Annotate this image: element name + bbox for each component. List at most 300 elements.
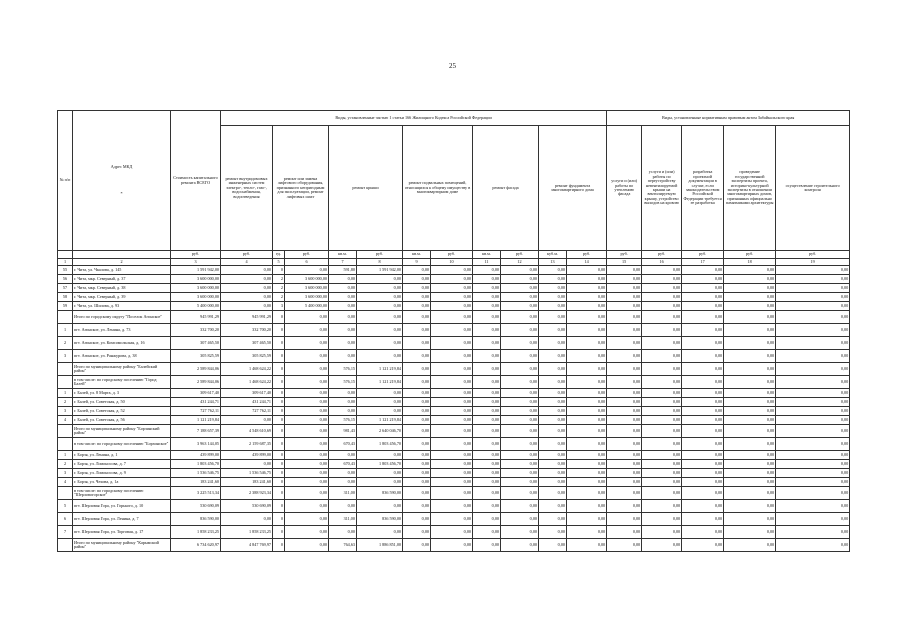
row-number (58, 376, 73, 389)
table-row (58, 389, 850, 398)
row-value: 0,00 (567, 478, 607, 487)
row-value: 0,00 (329, 451, 357, 460)
row-value: 1 858 233,25 (221, 526, 273, 539)
row-value: 0,00 (567, 539, 607, 552)
row-value: 0,00 (431, 460, 473, 469)
row-value: 0 (273, 416, 285, 425)
row-value: 1 536 546,75 (221, 469, 273, 478)
row-value: 0,00 (539, 539, 567, 552)
table-row (58, 539, 850, 552)
row-address: Итого по муниципальному району "Карымский район" (73, 539, 171, 552)
row-value: 0,00 (431, 293, 473, 302)
row-value: 0,00 (776, 337, 850, 350)
row-address: пгт. Агинское, ул. Ленина, д. 73 (73, 324, 171, 337)
row-value: 2 388 923,34 (221, 487, 273, 500)
column-number-cell: 17 (682, 259, 724, 266)
row-value: 3 600 000,00 (285, 284, 329, 293)
row-value: 764,63 (329, 539, 357, 552)
row-value: 576,15 (329, 416, 357, 425)
row-address: г. Балей, ул. 8 Марта, д. 3 (73, 389, 171, 398)
row-value: 0 (273, 311, 285, 324)
row-value: 0,00 (403, 275, 431, 284)
row-value: 0,00 (567, 302, 607, 311)
row-value: 3 225 513,34 (171, 487, 221, 500)
row-value: 0,00 (724, 293, 776, 302)
unit-cell: ед. (273, 251, 285, 259)
row-value: 836 590,00 (357, 487, 403, 500)
row-value: 0,00 (431, 266, 473, 275)
row-value: 0,00 (776, 389, 850, 398)
row-value: 0,00 (607, 376, 642, 389)
row-value: 0,00 (329, 500, 357, 513)
row-value: 0,00 (473, 513, 501, 526)
row-value: 0,00 (642, 526, 682, 539)
row-value: 0,00 (607, 416, 642, 425)
row-address: г. Балей, ул. Советская, д. 56 (73, 416, 171, 425)
row-value: 0,00 (607, 478, 642, 487)
row-value: 0,00 (539, 478, 567, 487)
row-value: 0,00 (567, 284, 607, 293)
row-value: 0,00 (607, 284, 642, 293)
row-value: 0,00 (682, 451, 724, 460)
row-value: 836 590,00 (357, 513, 403, 526)
row-value: 0,00 (473, 487, 501, 500)
row-value: 0,00 (607, 513, 642, 526)
row-value: 0,00 (539, 337, 567, 350)
row-value: 0,00 (501, 438, 539, 451)
row-value: 0,00 (724, 500, 776, 513)
row-value: 0,00 (682, 275, 724, 284)
row-value: 0,00 (567, 324, 607, 337)
row-value: 0,00 (642, 469, 682, 478)
row-number: 1 (58, 451, 73, 460)
row-value: 0,00 (285, 376, 329, 389)
table-row (58, 407, 850, 416)
row-value: 0,00 (539, 350, 567, 363)
row-value: 0,00 (285, 266, 329, 275)
row-value: 0,00 (539, 293, 567, 302)
row-value: 0,00 (501, 293, 539, 302)
row-value: 0,00 (642, 451, 682, 460)
unit-cell: руб. (221, 251, 273, 259)
row-number (58, 539, 73, 552)
row-value: 0,00 (501, 376, 539, 389)
row-value: 0,00 (221, 266, 273, 275)
row-value: 0,00 (329, 284, 357, 293)
row-number: 6 (58, 513, 73, 526)
row-value: 945 991,29 (171, 311, 221, 324)
column-number-cell: 3 (171, 259, 221, 266)
row-value: 0,00 (403, 324, 431, 337)
row-value: 0,00 (607, 324, 642, 337)
row-value: 0,00 (567, 389, 607, 398)
row-value: 0,00 (357, 324, 403, 337)
row-value: 0,00 (403, 526, 431, 539)
row-value: 0,00 (642, 398, 682, 407)
row-value: 1 803 456,70 (357, 460, 403, 469)
row-value: 0,00 (473, 451, 501, 460)
row-address: г. Чита, ул. Шилова, д. 93 (73, 302, 171, 311)
table-row (58, 302, 850, 311)
row-value: 0,00 (501, 478, 539, 487)
row-value: 0,00 (682, 487, 724, 500)
row-number (58, 438, 73, 451)
units-row (58, 251, 850, 259)
row-number: 59 (58, 302, 73, 311)
row-value: 0,00 (776, 398, 850, 407)
table-row (58, 460, 850, 469)
row-value: 0,00 (403, 350, 431, 363)
row-value: 0,00 (285, 513, 329, 526)
row-address: пгт. Шерловая Гора, ул. Горького, д. 10 (73, 500, 171, 513)
row-address: пгт. Шерловая Гора, ул. Торговая, д. 17 (73, 526, 171, 539)
row-value: 0,00 (724, 416, 776, 425)
row-value: 0,00 (403, 487, 431, 500)
row-value: 0,00 (329, 324, 357, 337)
row-value: 0,00 (403, 513, 431, 526)
row-value: 0,00 (285, 500, 329, 513)
row-value: 576,15 (329, 376, 357, 389)
row-address: г. Борзя, ул. Ленина, д. 1 (73, 451, 171, 460)
row-value: 0 (273, 451, 285, 460)
header-insulation: услуги и (или) работы по утеплению фасада (607, 126, 642, 251)
row-value: 0,00 (501, 469, 539, 478)
row-value: 1 858 233,25 (171, 526, 221, 539)
row-value: 0 (273, 398, 285, 407)
row-value: 0,00 (642, 363, 682, 376)
row-value: 0,00 (682, 416, 724, 425)
header-design: разработка проектной документации в случае, если законодательством Российской Федерации требуется ее разработка (682, 126, 724, 251)
row-value: 0,00 (501, 407, 539, 416)
row-address: г. Борзя, ул. Ломоносова, д. 9 (73, 469, 171, 478)
table-row (58, 526, 850, 539)
row-value: 0,00 (682, 363, 724, 376)
row-value: 0,00 (501, 284, 539, 293)
table-row (58, 438, 850, 451)
row-value: 1 121 219,84 (357, 416, 403, 425)
row-value: 0,00 (567, 337, 607, 350)
row-value: 0 (273, 363, 285, 376)
row-value: 0,00 (776, 438, 850, 451)
row-value: 0,00 (776, 478, 850, 487)
column-number-cell: 6 (285, 259, 329, 266)
row-value: 0,00 (724, 311, 776, 324)
row-value: 0,00 (567, 469, 607, 478)
row-value: 305 825,59 (221, 350, 273, 363)
row-value: 0,00 (776, 284, 850, 293)
row-value: 0,00 (724, 284, 776, 293)
row-value: 0,00 (357, 311, 403, 324)
row-value: 0,00 (642, 337, 682, 350)
row-value: 0,00 (682, 407, 724, 416)
row-value: 0,00 (776, 425, 850, 438)
row-value: 0,00 (501, 416, 539, 425)
row-value: 0,00 (724, 350, 776, 363)
row-value: 0,00 (642, 350, 682, 363)
row-value: 0 (273, 266, 285, 275)
row-address: в том числе: по городскому поселению "Шерловогорское" (73, 487, 171, 500)
column-number-cell: 2 (73, 259, 171, 266)
row-value: 0,00 (567, 451, 607, 460)
row-number: 2 (58, 460, 73, 469)
row-value: 0,00 (776, 324, 850, 337)
row-value: 0,00 (682, 398, 724, 407)
row-value: 0,00 (539, 324, 567, 337)
row-value: 0 (273, 337, 285, 350)
row-value: 0,00 (285, 487, 329, 500)
row-value: 0,00 (431, 539, 473, 552)
row-value: 0,00 (473, 350, 501, 363)
row-value: 0,00 (473, 526, 501, 539)
row-value: 0,00 (682, 513, 724, 526)
row-value: 0,00 (403, 438, 431, 451)
row-value: 0 (273, 469, 285, 478)
row-number: 1 (58, 324, 73, 337)
row-value: 0,00 (682, 337, 724, 350)
row-value: 0,00 (501, 275, 539, 284)
row-value: 0,00 (607, 266, 642, 275)
row-value: 0,00 (682, 425, 724, 438)
row-value: 0,00 (403, 407, 431, 416)
row-value: 0,00 (431, 311, 473, 324)
row-value: 0,00 (403, 539, 431, 552)
row-value: 670,43 (329, 438, 357, 451)
row-value: 0,00 (431, 275, 473, 284)
row-value: 0,00 (539, 266, 567, 275)
row-value: 0,00 (642, 425, 682, 438)
row-value: 2 (273, 275, 285, 284)
row-number: 56 (58, 275, 73, 284)
row-address: г. Чита, мкр. Северный, д. 37 (73, 275, 171, 284)
row-value: 0,00 (776, 275, 850, 284)
row-value: 0,00 (642, 311, 682, 324)
row-value: 0,00 (285, 425, 329, 438)
row-value: 0,00 (403, 500, 431, 513)
row-value: 0,00 (607, 487, 642, 500)
row-address: г. Чита, ул. Чкалова, д. 145 (73, 266, 171, 275)
row-value: 0,00 (567, 398, 607, 407)
row-value: 1 468 624,22 (221, 363, 273, 376)
row-value: 0,00 (431, 469, 473, 478)
row-number: 7 (58, 526, 73, 539)
row-value: 0,00 (724, 513, 776, 526)
row-value: 0,00 (357, 500, 403, 513)
column-number-cell: 1 (58, 259, 73, 266)
row-value: 3 600 000,00 (285, 275, 329, 284)
capital-repair-register-table (57, 110, 850, 552)
row-value: 332 700,20 (221, 324, 273, 337)
column-number-cell: 11 (473, 259, 501, 266)
row-value: 0,00 (473, 469, 501, 478)
row-value: 0,00 (473, 337, 501, 350)
column-number-cell: 8 (357, 259, 403, 266)
column-number-cell: 18 (724, 259, 776, 266)
row-address: пгт. Шерловая Гора, ул. Ленина, д. 7 (73, 513, 171, 526)
row-value: 0,00 (431, 478, 473, 487)
row-value: 0,00 (357, 451, 403, 460)
row-value: 0,00 (539, 416, 567, 425)
column-number-cell: 5 (273, 259, 285, 266)
row-value: 0,00 (221, 513, 273, 526)
row-address: пгт. Агинское, ул. Ранжурова, д. 38 (73, 350, 171, 363)
row-value: 0,00 (403, 284, 431, 293)
row-value: 0,00 (501, 425, 539, 438)
row-value: 0,00 (724, 398, 776, 407)
row-value: 0,00 (607, 438, 642, 451)
row-value: 0,00 (682, 500, 724, 513)
row-value: 0,00 (539, 526, 567, 539)
header-basement: ремонт подвальных помещений, относящихся к общему имуществу в многоквартирном доме (403, 126, 473, 251)
unit-cell: руб. (501, 251, 539, 259)
row-value: 0 (273, 487, 285, 500)
row-value: 0,00 (431, 438, 473, 451)
page-number: 25 (449, 62, 456, 70)
row-value: 0,00 (682, 539, 724, 552)
row-value: 0,00 (357, 398, 403, 407)
row-value: 0,00 (642, 416, 682, 425)
header-foundation: ремонт фундамента многоквартирного дома (539, 126, 607, 251)
row-value: 0,00 (776, 526, 850, 539)
row-value: 309 617,40 (171, 389, 221, 398)
header-address (73, 111, 171, 251)
row-address: г. Борзя, ул. Ломоносова, д. 7 (73, 460, 171, 469)
row-value: 0,00 (567, 311, 607, 324)
row-value: 0,00 (539, 500, 567, 513)
row-value: 0,00 (501, 451, 539, 460)
row-value: 0,00 (329, 407, 357, 416)
header-group-regional: Виды, установленные нормативным правовым актом Забайкальского края (607, 111, 850, 126)
row-value: 0,00 (501, 460, 539, 469)
row-value: 0,00 (431, 416, 473, 425)
row-value: 0,00 (539, 487, 567, 500)
row-value: 0,00 (357, 407, 403, 416)
row-value: 0,00 (473, 311, 501, 324)
table-row (58, 376, 850, 389)
row-value: 0,00 (403, 311, 431, 324)
row-value: 0,00 (285, 460, 329, 469)
row-value: 2 589 844,06 (171, 363, 221, 376)
column-number-cell: 7 (329, 259, 357, 266)
row-value: 0 (273, 513, 285, 526)
row-value: 0,00 (357, 350, 403, 363)
row-value: 0,00 (473, 478, 501, 487)
row-address: г. Балей, ул. Советская, д. 52 (73, 407, 171, 416)
row-value: 727 762,11 (221, 407, 273, 416)
row-value: 0,00 (221, 460, 273, 469)
row-value: 0,00 (642, 389, 682, 398)
row-value: 0,00 (724, 363, 776, 376)
row-value: 945 991,29 (221, 311, 273, 324)
row-value: 0,00 (607, 500, 642, 513)
row-number: 4 (58, 478, 73, 487)
row-value: 0,00 (357, 293, 403, 302)
row-value: 530 690,09 (221, 500, 273, 513)
row-value: 4 548 610,69 (221, 425, 273, 438)
row-value: 0,00 (473, 324, 501, 337)
row-value: 1 803 456,70 (357, 438, 403, 451)
row-value: 0,00 (776, 500, 850, 513)
row-value: 0,00 (357, 469, 403, 478)
row-value: 0,00 (285, 389, 329, 398)
table-row (58, 324, 850, 337)
row-value: 0,00 (357, 389, 403, 398)
row-value: 0,00 (501, 389, 539, 398)
row-value: 0,00 (776, 451, 850, 460)
row-value: 0,00 (329, 293, 357, 302)
unit-cell: руб. (724, 251, 776, 259)
row-value: 0,00 (431, 350, 473, 363)
row-value: 0,00 (724, 407, 776, 416)
row-value: 0,00 (329, 526, 357, 539)
row-value: 0,00 (285, 337, 329, 350)
row-value: 0,00 (567, 526, 607, 539)
row-value: 0,00 (539, 438, 567, 451)
header-num: № п/п (58, 111, 73, 251)
row-value: 2 589 844,06 (171, 376, 221, 389)
row-value: 0,00 (403, 398, 431, 407)
row-value: 0,00 (724, 539, 776, 552)
row-value: 0,00 (501, 500, 539, 513)
row-value: 0,00 (642, 284, 682, 293)
unit-cell: руб. (285, 251, 329, 259)
column-number-cell: 12 (501, 259, 539, 266)
row-value: 0,00 (682, 376, 724, 389)
row-value: 1 468 624,22 (221, 376, 273, 389)
row-value: 0,00 (724, 526, 776, 539)
table-row (58, 284, 850, 293)
row-value: 0,00 (682, 350, 724, 363)
row-value: 0,00 (285, 539, 329, 552)
row-value: 836 590,00 (171, 513, 221, 526)
row-value: 0,00 (329, 350, 357, 363)
row-value: 0,00 (567, 438, 607, 451)
row-value: 6 734 620,97 (171, 539, 221, 552)
row-value: 0,00 (607, 275, 642, 284)
row-value: 0,00 (473, 539, 501, 552)
row-value: 0,00 (539, 407, 567, 416)
header-control: осуществление строительного контроля (776, 126, 850, 251)
row-value: 1 591 942,00 (357, 266, 403, 275)
row-value: 0,00 (567, 487, 607, 500)
row-value: 0,00 (285, 526, 329, 539)
row-value: 0,00 (431, 407, 473, 416)
row-value: 0,00 (473, 398, 501, 407)
table-row (58, 266, 850, 275)
row-value: 0,00 (776, 293, 850, 302)
row-value: 0 (273, 460, 285, 469)
row-value: 0,00 (221, 275, 273, 284)
row-value: 0,00 (329, 398, 357, 407)
row-value: 0,00 (776, 302, 850, 311)
row-value: 0,00 (776, 513, 850, 526)
row-value: 0,00 (473, 275, 501, 284)
row-value: 0 (273, 526, 285, 539)
unit-cell: кв.м. (403, 251, 431, 259)
row-value: 0,00 (501, 513, 539, 526)
row-value: 0,00 (403, 389, 431, 398)
row-value: 0,00 (724, 469, 776, 478)
row-value: 0,00 (607, 526, 642, 539)
unit-cell: руб. (567, 251, 607, 259)
row-value: 2 (273, 284, 285, 293)
header-roof: ремонт крыши (329, 126, 403, 251)
row-value: 0,00 (403, 376, 431, 389)
row-value: 0,00 (221, 416, 273, 425)
row-value: 530 690,09 (171, 500, 221, 513)
row-value: 0,00 (567, 407, 607, 416)
row-value: 0,00 (607, 337, 642, 350)
row-value: 3 963 144,05 (171, 438, 221, 451)
